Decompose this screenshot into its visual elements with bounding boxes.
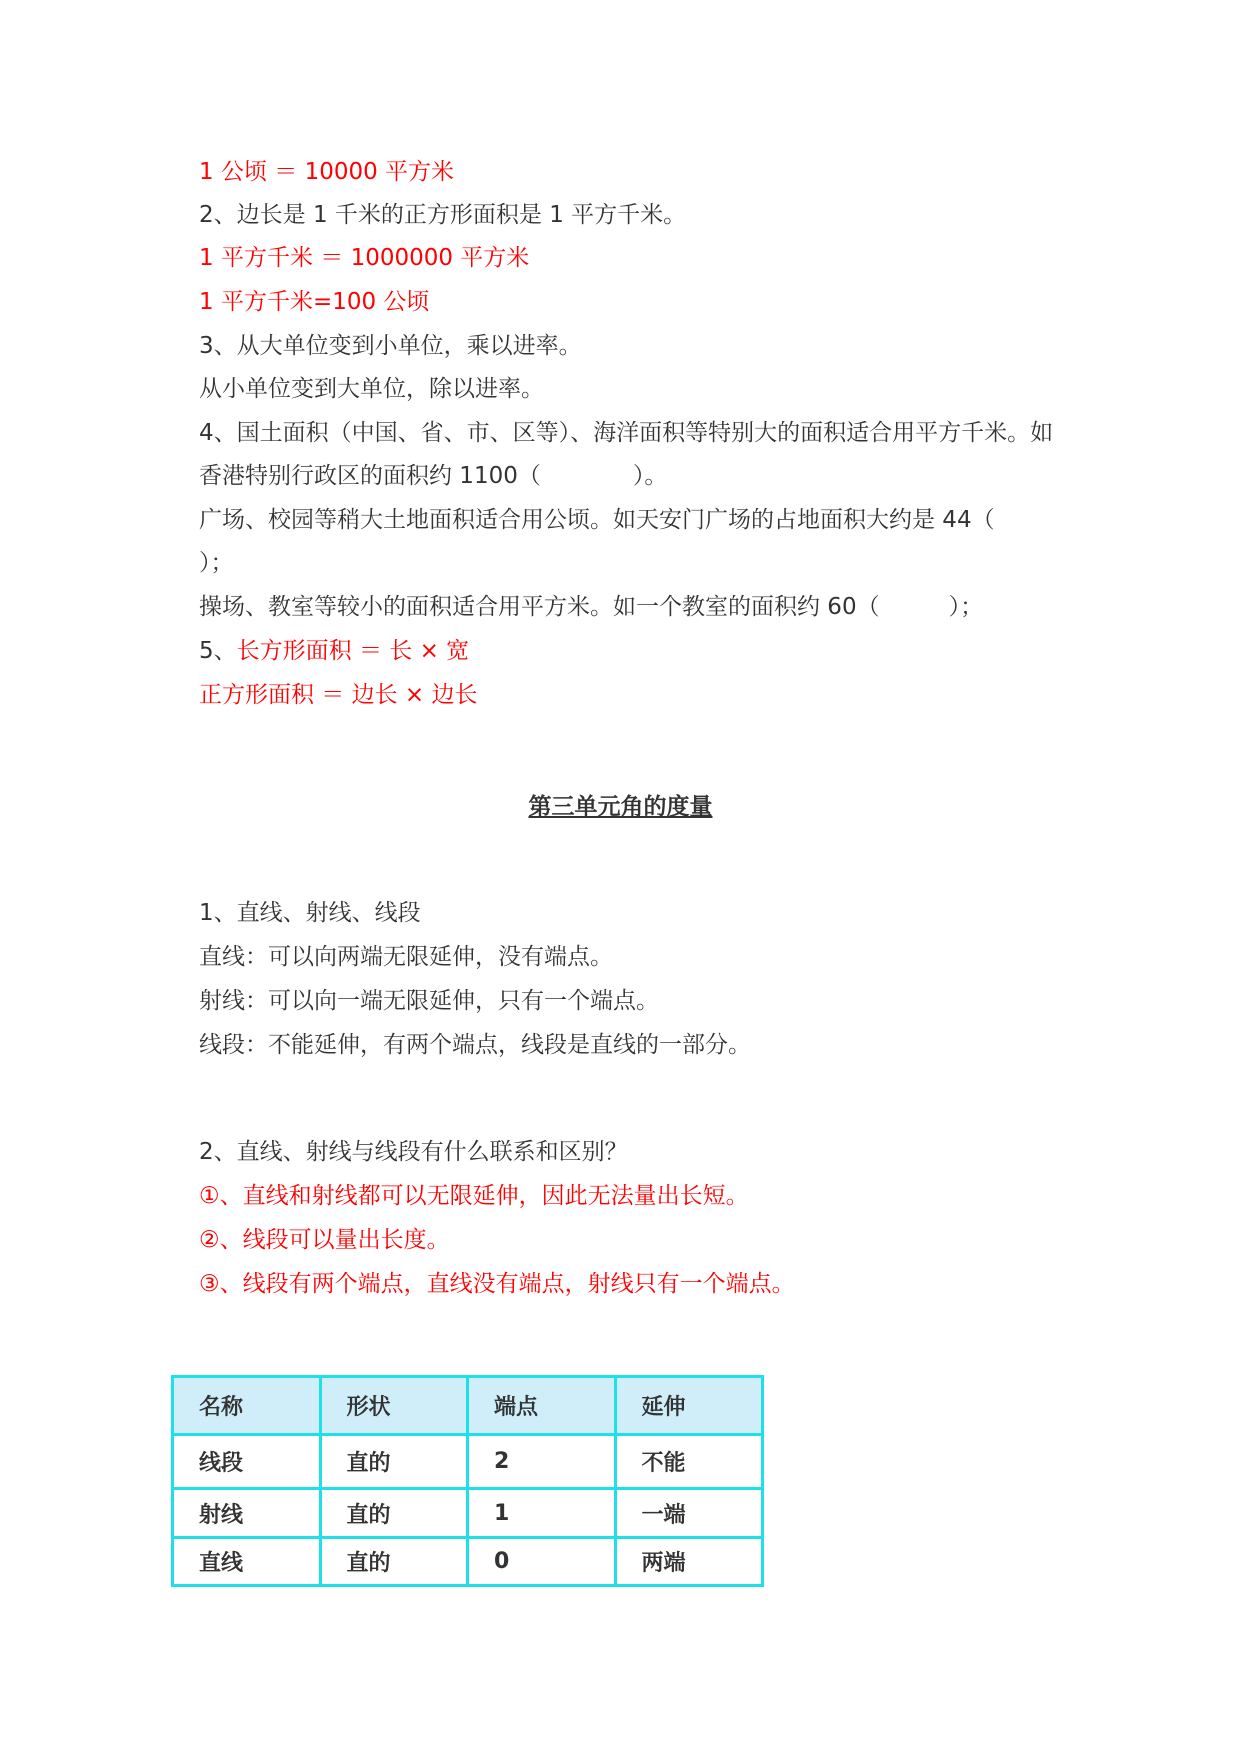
header-extension: 延伸 xyxy=(615,1377,763,1435)
header-endpoints: 端点 xyxy=(468,1377,616,1435)
note-hongkong: 香港特别行政区的面积约 1100（ ）。 xyxy=(199,463,668,489)
table-row xyxy=(173,1489,763,1538)
cell-name: 线段 xyxy=(173,1435,321,1489)
cell-extension: 不能 xyxy=(615,1435,763,1489)
cell-shape: 直的 xyxy=(320,1489,468,1538)
cell-shape: 直的 xyxy=(320,1538,468,1586)
table-row xyxy=(173,1538,763,1586)
unit3-heading-2: 2、直线、射线与线段有什么联系和区别？ xyxy=(199,1139,628,1165)
definition-ray: 射线：可以向一端无限延伸，只有一个端点。 xyxy=(199,988,659,1014)
note-small-to-big: 从小单位变到大单位，除以进率。 xyxy=(199,376,544,402)
cell-endpoints: 2 xyxy=(468,1435,616,1489)
formula-rectangle xyxy=(199,636,469,666)
note-hectare-usage: 广场、校园等稍大土地面积适合用公顷。如天安门广场的占地面积大约是 44（ xyxy=(199,507,995,533)
difference-3: ③、线段有两个端点，直线没有端点，射线只有一个端点。 xyxy=(199,1271,795,1297)
header-shape: 形状 xyxy=(320,1377,468,1435)
formula-square: 正方形面积 ＝ 边长 × 边长 xyxy=(199,682,478,708)
formula-rectangle-number: 5、 xyxy=(199,638,237,664)
formula-hectare: 1 公顷 ＝ 10000 平方米 xyxy=(199,159,455,185)
formula-sqkm-hectare: 1 平方千米=100 公顷 xyxy=(199,289,430,315)
formula-rectangle-text: 长方形面积 ＝ 长 × 宽 xyxy=(236,638,470,664)
definition-line: 直线：可以向两端无限延伸，没有端点。 xyxy=(199,944,613,970)
unit3-title: 第三单元角的度量 xyxy=(528,794,713,820)
cell-extension: 一端 xyxy=(615,1489,763,1538)
difference-1: ①、直线和射线都可以无限延伸，因此无法量出长短。 xyxy=(199,1183,749,1209)
unit3-heading-1: 1、直线、射线、线段 xyxy=(199,900,421,926)
cell-extension: 两端 xyxy=(615,1538,763,1586)
comparison-table xyxy=(171,1375,764,1587)
note-square-km: 2、边长是 1 千米的正方形面积是 1 平方千米。 xyxy=(199,202,687,228)
definition-segment: 线段：不能延伸，有两个端点，线段是直线的一部分。 xyxy=(199,1032,751,1058)
note-big-to-small: 3、从大单位变到小单位，乘以进率。 xyxy=(199,333,582,359)
table-header-row xyxy=(173,1377,763,1435)
table-row xyxy=(173,1435,763,1489)
cell-endpoints: 1 xyxy=(468,1489,616,1538)
cell-shape: 直的 xyxy=(320,1435,468,1489)
header-name: 名称 xyxy=(173,1377,321,1435)
cell-name: 射线 xyxy=(173,1489,321,1538)
note-hectare-usage-cont: ）； xyxy=(199,550,234,576)
note-sqm-usage: 操场、教室等较小的面积适合用平方米。如一个教室的面积约 60（ ）； xyxy=(199,594,984,620)
note-land-area: 4、国土面积（中国、省、市、区等）、海洋面积等特别大的面积适合用平方千米。如 xyxy=(199,420,1054,446)
cell-endpoints: 0 xyxy=(468,1538,616,1586)
difference-2: ②、线段可以量出长度。 xyxy=(199,1227,450,1253)
formula-sqkm-sqm: 1 平方千米 ＝ 1000000 平方米 xyxy=(199,245,530,271)
cell-name: 直线 xyxy=(173,1538,321,1586)
